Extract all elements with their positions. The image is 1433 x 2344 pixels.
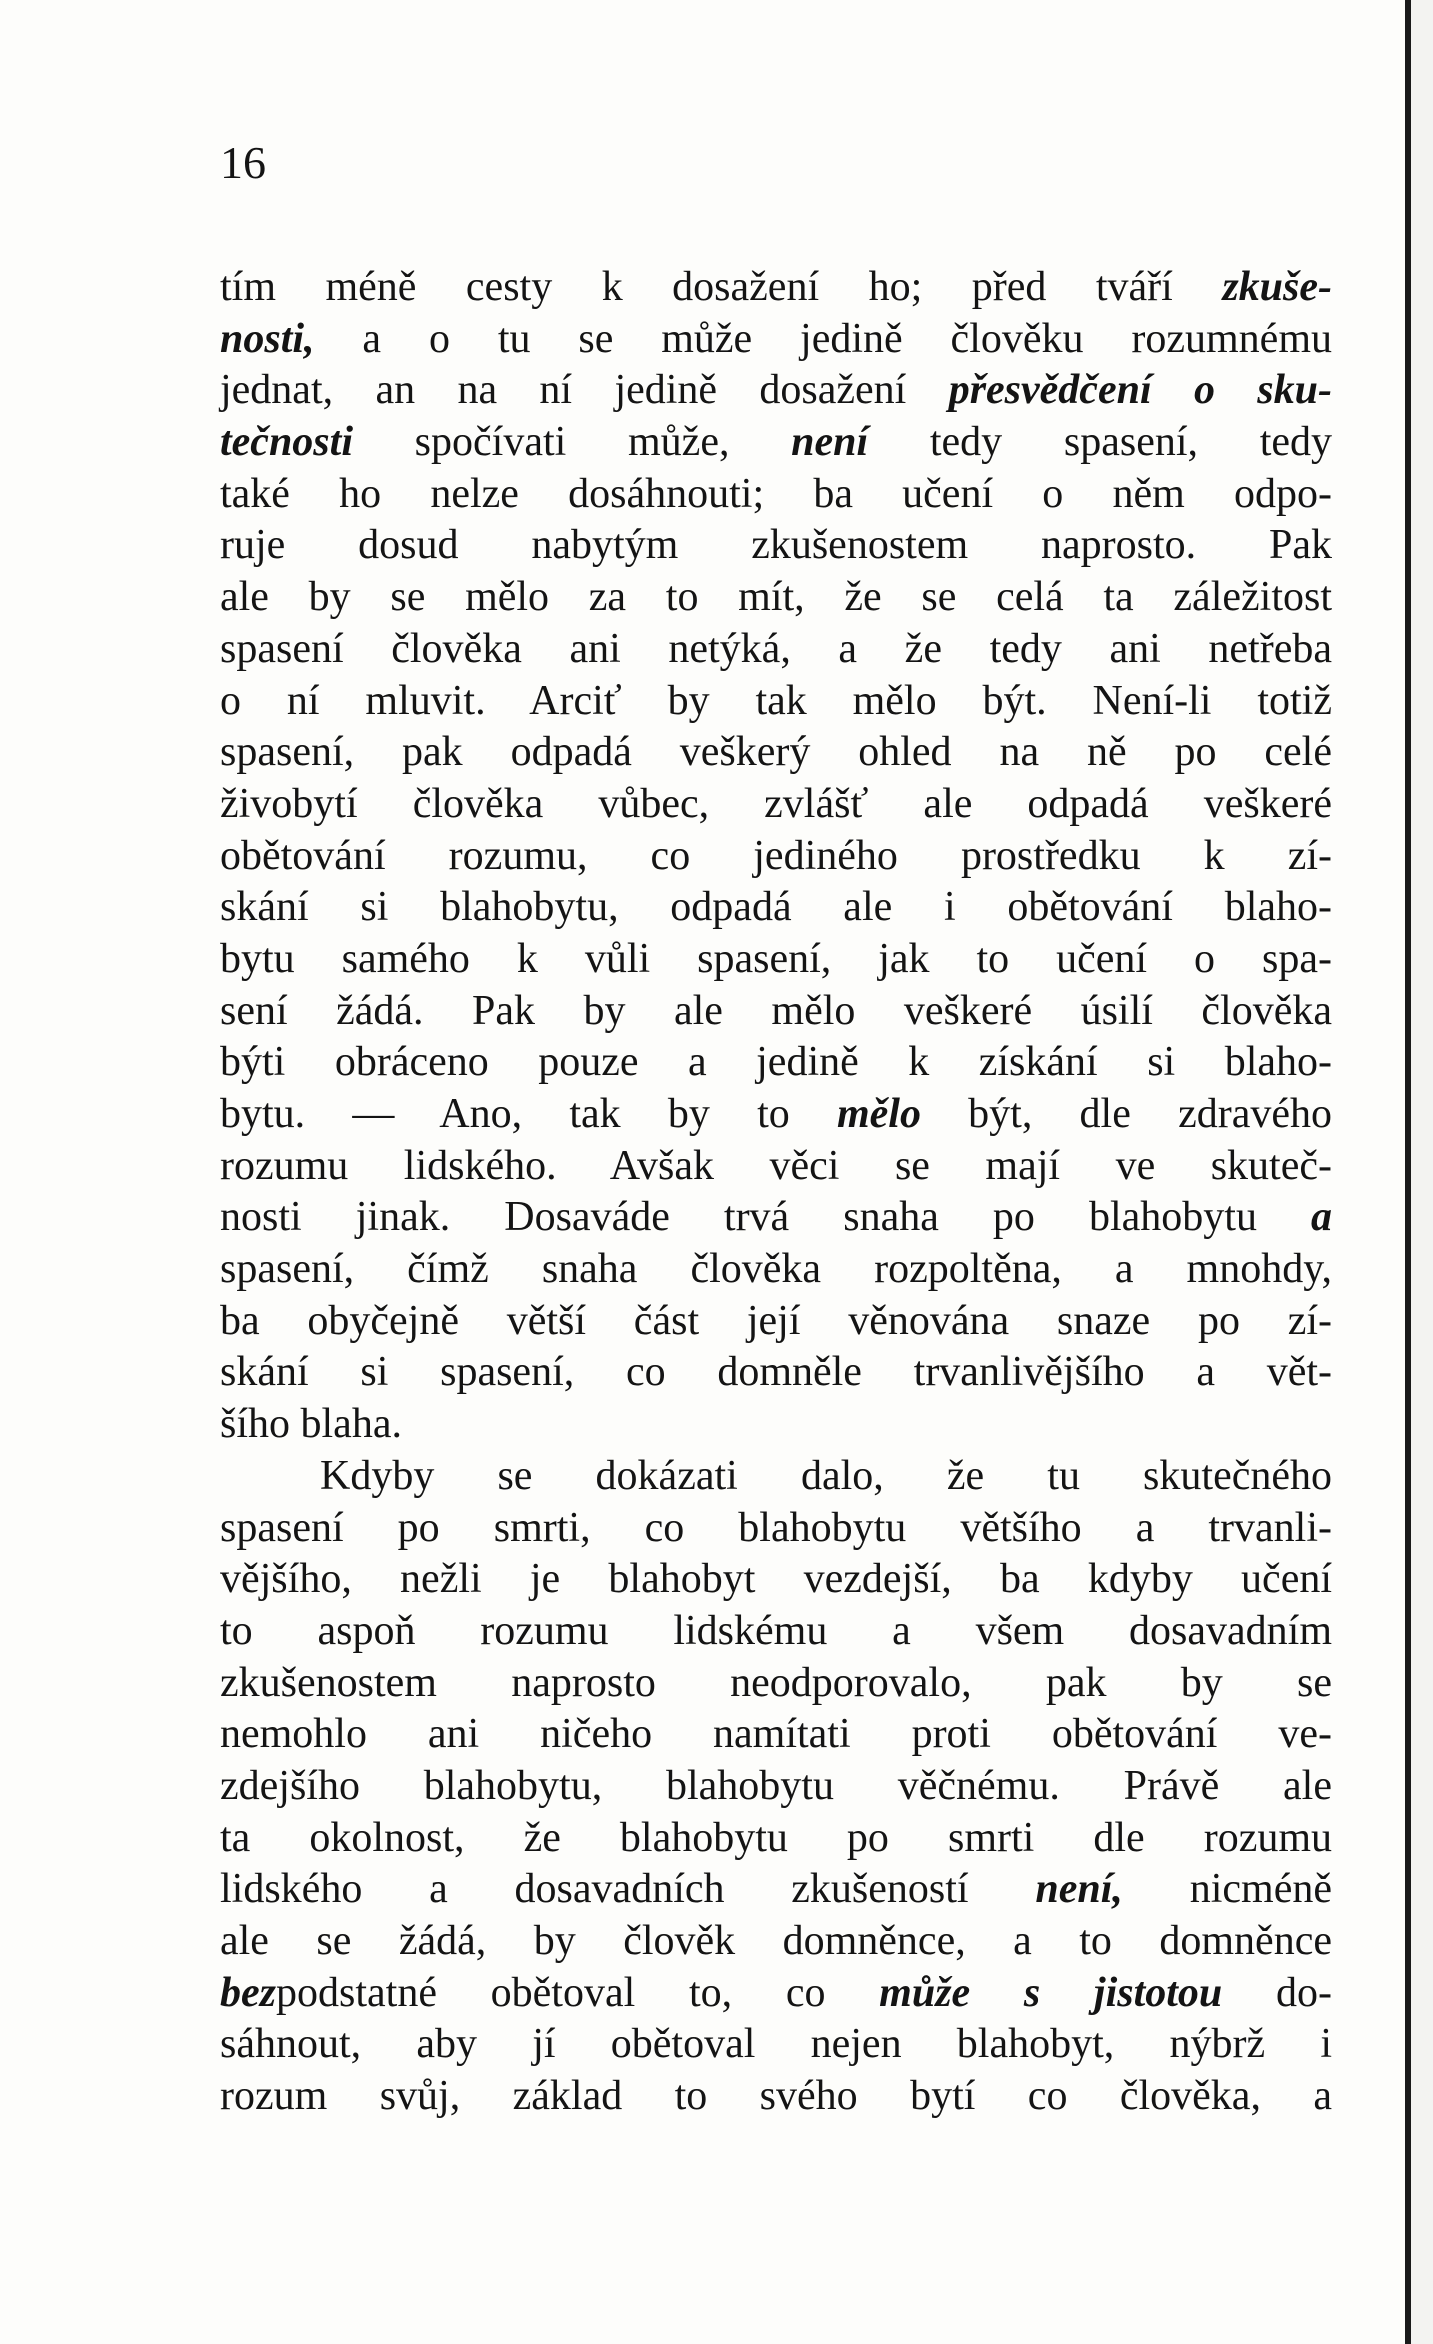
text-segment: spasení, čímž snaha člověka rozpoltěna, a mnohdy, xyxy=(220,1246,1332,1293)
text-segment: sáhnout, aby jí obětoval nejen blahobyt, nýbrž i xyxy=(220,2021,1332,2068)
text-segment: lidského a dosavadních zkušeností xyxy=(220,1866,1036,1913)
text-segment: do- xyxy=(1222,1969,1332,2016)
text-line xyxy=(220,1503,1332,1555)
emphasis-text: není, xyxy=(1035,1866,1123,1913)
text-segment: nosti jinak. Dosaváde trvá snaha po blahobytu xyxy=(220,1194,1311,1241)
page-edge-shadow xyxy=(1405,0,1411,2344)
emphasis-text: není xyxy=(791,419,869,466)
text-line xyxy=(220,417,1332,469)
emphasis-text: přesvědčení o sku- xyxy=(948,367,1332,414)
text-line xyxy=(220,1864,1332,1916)
emphasis-text: tečnosti xyxy=(220,419,353,466)
emphasis-text: a xyxy=(1311,1194,1332,1241)
text-line xyxy=(220,262,1332,314)
text-segment: a o tu se může jedině člověku rozumnému xyxy=(314,315,1332,362)
text-segment: tedy spasení, tedy xyxy=(868,419,1333,466)
text-line xyxy=(220,469,1332,521)
text-line xyxy=(220,1813,1332,1865)
text-line xyxy=(220,1192,1332,1244)
text-segment: rozumu lidského. Avšak věci se mají ve skuteč- xyxy=(220,1142,1332,1189)
text-line xyxy=(220,1916,1332,1968)
emphasis-text: může s jistotou xyxy=(879,1969,1223,2016)
text-line xyxy=(220,779,1332,831)
text-segment: to aspoň rozumu lidskému a všem dosavadním xyxy=(220,1607,1332,1654)
text-segment: Kdyby se dokázati dalo, že tu skutečného xyxy=(320,1452,1332,1499)
text-line xyxy=(220,1709,1332,1761)
text-line xyxy=(220,1037,1332,1089)
text-segment: býti obráceno pouze a jedině k získání si blaho- xyxy=(220,1039,1332,1086)
text-segment: být, dle zdravého xyxy=(920,1091,1332,1137)
text-segment: bytu samého k vůli spasení, jak to učení o spa- xyxy=(220,935,1332,982)
text-line xyxy=(220,2071,1332,2123)
text-line xyxy=(220,1244,1332,1296)
text-segment: sení žádá. Pak by ale mělo veškeré úsilí člověka xyxy=(220,987,1332,1034)
text-segment: vějšího, nežli je blahobyt vezdejší, ba kdyby učení xyxy=(220,1556,1332,1603)
text-segment: tím méně cesty k dosažení ho; před tváří xyxy=(220,264,1223,310)
text-line xyxy=(220,520,1332,572)
text-segment: ruje dosud nabytým zkušenostem naprosto. Pak xyxy=(220,522,1332,569)
text-segment: nicméně xyxy=(1122,1866,1332,1913)
text-segment: ta okolnost, že blahobytu po smrti dle rozumu xyxy=(220,1814,1332,1861)
text-segment: bytu. — Ano, tak by to xyxy=(220,1091,837,1137)
text-segment: o ní mluvit. Arciť by tak mělo být. Není-li totiž xyxy=(220,677,1332,724)
text-line xyxy=(220,1761,1332,1813)
text-line xyxy=(220,1399,1332,1451)
emphasis-text: bez xyxy=(220,1969,276,2016)
text-segment: ale by se mělo za to mít, že se celá ta záležitost xyxy=(220,574,1332,621)
text-line xyxy=(220,572,1332,624)
text-segment: šího blaha. xyxy=(220,1401,402,1448)
page-number: 16 xyxy=(220,137,266,188)
text-segment: skání si spasení, co domněle trvanlivějšího a vět- xyxy=(220,1349,1332,1396)
text-line xyxy=(220,314,1332,366)
text-line xyxy=(220,1296,1332,1348)
text-segment: jednat, an na ní jedině dosažení xyxy=(220,367,949,414)
text-line xyxy=(220,624,1332,676)
text-line xyxy=(220,831,1332,883)
text-segment: skání si blahobytu, odpadá ale i obětování blaho- xyxy=(220,884,1332,931)
emphasis-text: mělo xyxy=(836,1091,921,1137)
emphasis-text: nosti, xyxy=(220,315,315,362)
text-line xyxy=(220,1554,1332,1606)
text-segment: zdejšího blahobytu, blahobytu věčnému. Právě ale xyxy=(220,1762,1332,1809)
text-segment: spasení, pak odpadá veškerý ohled na ně po celé xyxy=(220,729,1332,776)
text-line xyxy=(220,727,1332,779)
text-segment: zkušenostem naprosto neodporovalo, pak by se xyxy=(220,1659,1332,1706)
text-segment: živobytí člověka vůbec, zvlášť ale odpadá veškeré xyxy=(220,780,1332,827)
text-segment: ba obyčejně větší část její věnována snaze po zí- xyxy=(220,1297,1332,1344)
text-line xyxy=(220,1451,1332,1503)
text-line xyxy=(220,365,1332,417)
text-line xyxy=(220,1606,1332,1658)
text-segment: obětování rozumu, co jediného prostředku k zí- xyxy=(220,832,1332,879)
text-segment: také ho nelze dosáhnouti; ba učení o něm odpo- xyxy=(220,470,1332,517)
text-segment: spasení člověka ani netýká, a že tedy ani netřeba xyxy=(220,625,1332,672)
text-line xyxy=(220,1968,1332,2020)
text-line xyxy=(220,1658,1332,1710)
text-line xyxy=(220,934,1332,986)
text-line xyxy=(220,2019,1332,2071)
text-segment: spočívati může, xyxy=(353,419,792,466)
text-line xyxy=(220,882,1332,934)
text-segment: nemohlo ani ničeho namítati proti obětování ve- xyxy=(220,1711,1332,1758)
text-line xyxy=(220,986,1332,1038)
text-segment: rozum svůj, základ to svého bytí co člověka, a xyxy=(220,2073,1332,2120)
text-line xyxy=(220,676,1332,728)
page-edge-margin xyxy=(1411,0,1433,2344)
text-line xyxy=(220,1089,1332,1141)
text-segment: ale se žádá, by člověk domněnce, a to domněnce xyxy=(220,1918,1332,1964)
body-text xyxy=(220,262,1332,2123)
text-segment: podstatné obětoval to, co xyxy=(276,1969,880,2016)
text-line xyxy=(220,1141,1332,1193)
text-segment: spasení po smrti, co blahobytu většího a trvanli- xyxy=(220,1504,1332,1551)
emphasis-text: zkuše- xyxy=(1222,264,1332,310)
text-line xyxy=(220,1347,1332,1399)
